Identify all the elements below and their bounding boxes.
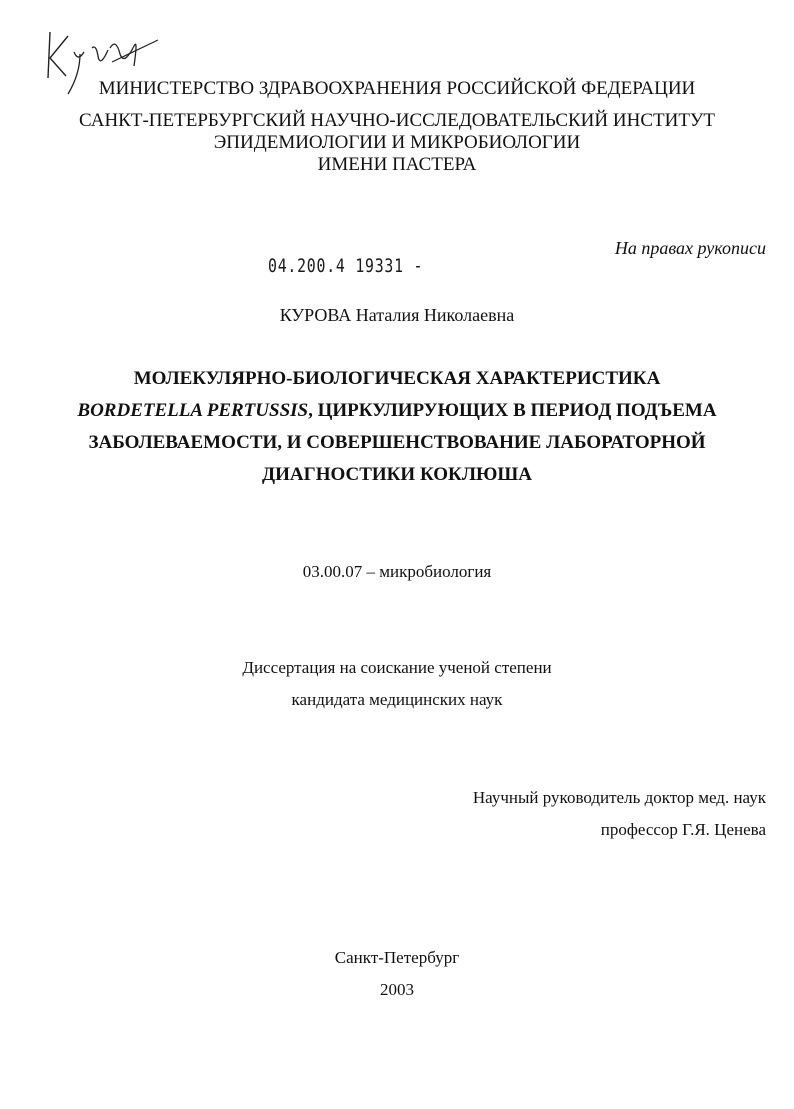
author-name: КУРОВА Наталия Николаевна bbox=[279, 305, 515, 325]
year: 2003 bbox=[380, 980, 414, 999]
dissertation-title-line2 bbox=[0, 395, 794, 427]
city: Санкт-Петербург bbox=[334, 948, 460, 967]
specialty-code: 03.00.07 – микробиология bbox=[302, 562, 492, 581]
supervisor-line1: Научный руководитель доктор мед. наук bbox=[472, 788, 766, 807]
dissertation-title-line3: ЗАБОЛЕВАЕМОСТИ, И СОВЕРШЕНСТВОВАНИЕ ЛАБОРАТОРНОЙ bbox=[88, 432, 706, 453]
degree-line1: Диссертация на соискание ученой степени bbox=[242, 658, 552, 677]
supervisor-line2: профессор Г.Я. Ценева bbox=[600, 820, 766, 839]
institute-name-line1: САНКТ-ПЕТЕРБУРГСКИЙ НАУЧНО-ИССЛЕДОВАТЕЛЬСКИЙ ИНСТИТУТ bbox=[79, 110, 715, 131]
dissertation-title-line1: МОЛЕКУЛЯРНО-БИОЛОГИЧЕСКАЯ ХАРАКТЕРИСТИКА bbox=[133, 368, 661, 389]
dissertation-title-line4: ДИАГНОСТИКИ КОКЛЮША bbox=[262, 464, 532, 485]
registration-stamp: 04.200.4 19331 - bbox=[268, 255, 424, 277]
manuscript-note: На правах рукописи bbox=[614, 238, 766, 258]
ministry-name: МИНИСТЕРСТВО ЗДРАВООХРАНЕНИЯ РОССИЙСКОЙ ФЕДЕРАЦИИ bbox=[98, 78, 696, 99]
species-name: BORDETELLA PERTUSSIS bbox=[77, 400, 309, 421]
title-line2-rest: , ЦИРКУЛИРУЮЩИХ В ПЕРИОД ПОДЪЕМА bbox=[308, 400, 717, 421]
degree-line2: кандидата медицинских наук bbox=[291, 690, 503, 709]
institute-name-line3: ИМЕНИ ПАСТЕРА bbox=[317, 154, 477, 175]
institute-name-line2: ЭПИДЕМИОЛОГИИ И МИКРОБИОЛОГИИ bbox=[213, 132, 581, 153]
